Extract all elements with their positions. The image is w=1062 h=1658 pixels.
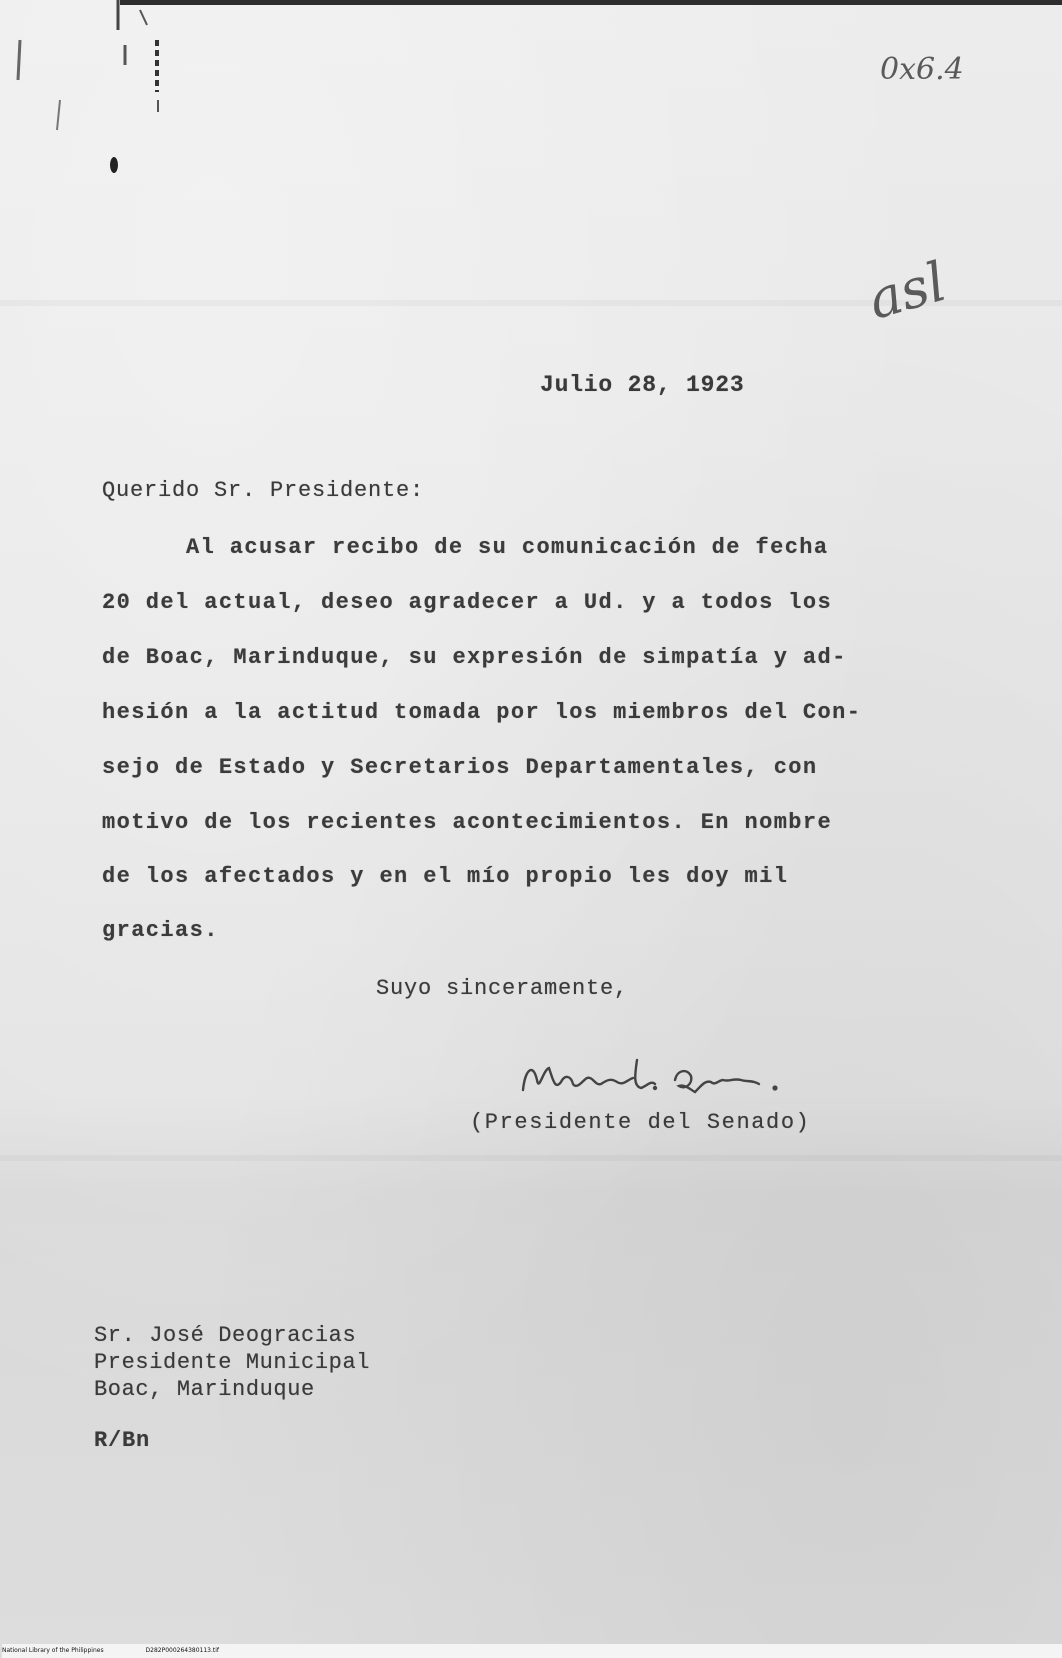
body-line: de los afectados y en el mío propio les doy mil [102,864,789,889]
reference-initials: R/Bn [94,1428,151,1453]
handwritten-initials: asl [861,249,953,332]
footer-file-id: D282P000264380113.tif [145,1647,220,1654]
footer [2,1644,1062,1658]
scan-artifact [0,1155,1062,1161]
top-edge-rule [120,0,1062,5]
scan-marks [0,0,180,200]
closing: Suyo sinceramente, [376,976,629,1001]
addressee-position: Presidente Municipal [94,1350,371,1375]
addressee-name: Sr. José Deogracias [94,1323,357,1348]
body-line: Al acusar recibo de su comunicación de fecha [186,535,829,560]
signature [515,1050,855,1110]
footer-library: National Library of the Philippines [2,1647,104,1654]
addressee-place: Boac, Marinduque [94,1377,315,1402]
salutation: Querido Sr. Presidente: [102,478,425,503]
signatory-title: (Presidente del Senado) [470,1110,811,1135]
body-line: 20 del actual, deseo agradecer a Ud. y a todos los [102,590,833,615]
letter-date: Julio 28, 1923 [540,372,745,398]
archive-number: 0x6.4 [880,52,964,87]
body-line: gracias. [102,918,219,943]
body-line: sejo de Estado y Secretarios Departamentales, con [102,755,818,780]
body-line: motivo de los recientes acontecimientos. En nombre [102,810,833,835]
body-line: de Boac, Marinduque, su expresión de simpatía y ad- [102,645,847,670]
body-line: hesión a la actitud tomada por los miembros del Con- [102,700,862,725]
